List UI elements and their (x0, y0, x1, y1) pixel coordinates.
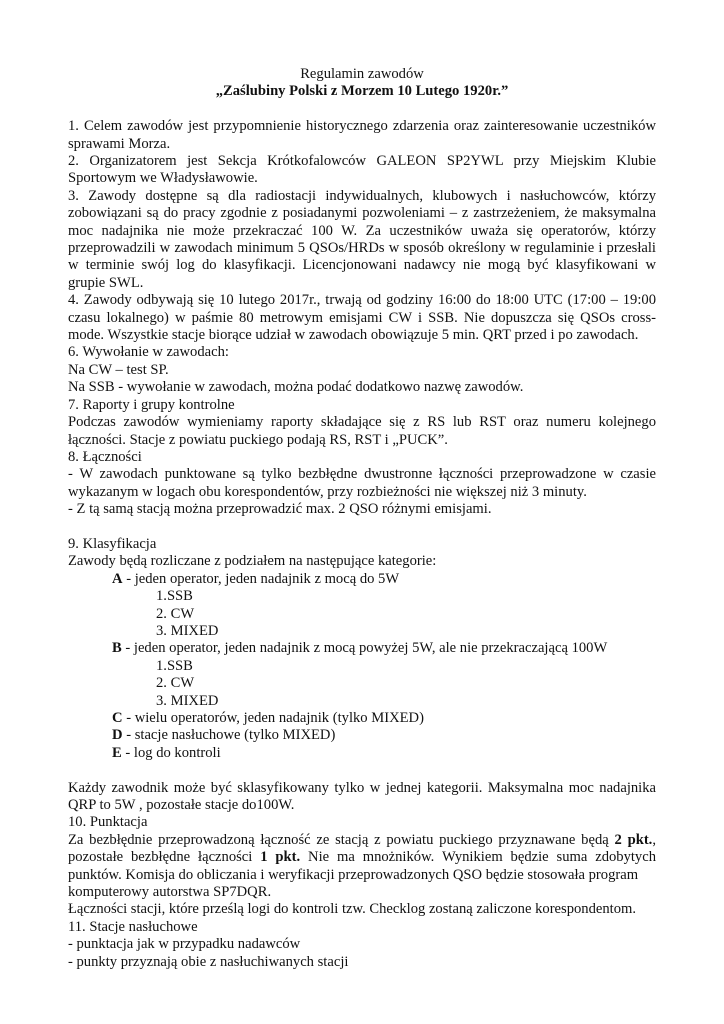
text-line: grupie SWL. (68, 274, 144, 291)
subcategory: 3. MIXED (156, 692, 219, 709)
text-line: mode. Wszystkie stacje biorące udział w zawodach obowiązuje 5 min. QRT przed i po zawodach. (68, 327, 639, 344)
category-d (68, 727, 656, 744)
section-heading: 11. Stacje nasłuchowe (68, 918, 198, 935)
category-description: - wielu operatorów, jeden nadajnik (tylko MIXED) (122, 710, 424, 726)
section-heading: 10. Punktacja (68, 814, 148, 831)
text-line: 4. Zawody odbywają się 10 lutego 2017r., trwają od godziny 16:00 do 18:00 UTC (17:00 – 19:00 (68, 292, 656, 309)
points-value: 1 pkt. (260, 849, 301, 866)
text-line: - punktacja jak w przypadku nadawców (68, 936, 301, 953)
subcategory: 1.SSB (156, 588, 193, 605)
text-line: czasu lokalnego) w paśmie 80 metrowym emisjami CW i SSB. Nie dopuszcza się QSOs cross- (68, 309, 656, 326)
section-11 (68, 919, 656, 971)
subcategory: 2. CW (156, 605, 195, 622)
text-line: - Z tą samą stacją można przeprowadzić max. 2 QSO różnymi emisjami. (68, 501, 492, 518)
text-line: Na SSB - wywołanie w zawodach, można podać dodatkowo nazwę zawodów. (68, 379, 524, 396)
subcategory: 1.SSB (156, 657, 193, 674)
text-line: Każdy zawodnik może być sklasyfikowany tylko w jednej kategorii. Maksymalna moc nadajnika (68, 779, 656, 796)
category-letter: D (112, 727, 123, 744)
text-line (68, 849, 656, 866)
section-heading: 7. Raporty i grupy kontrolne (68, 396, 235, 413)
category-letter: C (112, 710, 123, 726)
text-line: wykazanym w logach obu korespondentów, przy rozbieżności nie większej niż 3 minuty. (68, 483, 587, 500)
text-line: Zawody będą rozliczane z podziałem na następujące kategorie: (68, 553, 437, 570)
category-letter: B (112, 640, 122, 657)
category-c (68, 710, 656, 727)
text-line: Sportowym we Władysławowie. (68, 170, 258, 187)
document-heading: Regulamin zawodów (300, 66, 424, 82)
category-note (68, 780, 656, 815)
section-2 (68, 153, 656, 188)
text-line: sprawami Morza. (68, 135, 171, 152)
text-line: moc nadajnika nie może przekraczać 100 W. Za uczestników uważa się operatorów, którzy (68, 222, 656, 239)
section-heading: 6. Wywołanie w zawodach: (68, 344, 229, 361)
section-4 (68, 292, 656, 344)
section-8 (68, 449, 656, 519)
text-line: Łączności stacji, które prześlą logi do kontroli tzw. Checklog zostaną zaliczone korespondentom. (68, 901, 637, 918)
category-description: - stacje nasłuchowe (tylko MIXED) (122, 727, 336, 744)
text-line: Podczas zawodów wymieniamy raporty składające się z RS lub RST oraz numeru kolejnego (68, 414, 656, 431)
category-b (68, 640, 656, 657)
text-line: punktów. Komisja do obliczania i weryfikacji przeprowadzonych QSO będzie stosowała program (68, 866, 639, 883)
text-line: zobowiązani są do pracy zgodnie z posiadanymi pozwoleniami – z zastrzeżeniem, że maksymalna (68, 205, 656, 222)
section-1 (68, 118, 656, 153)
section-10 (68, 814, 656, 918)
section-heading: 9. Klasyfikacja (68, 535, 157, 552)
text-line (68, 832, 656, 849)
document-title: „Zaślubiny Polski z Morzem 10 Lutego 1920r.” (215, 83, 509, 100)
text-line: QRP to 5W , pozostałe stacje do100W. (68, 797, 295, 814)
section-9 (68, 536, 656, 762)
points-value: 2 pkt. (614, 831, 653, 848)
text-line: - W zawodach punktowane są tylko bezbłędne dwustronne łączności przeprowadzone w czasie (68, 466, 656, 483)
spacer (68, 519, 656, 536)
text-run: pozostałe bezbłędne łączności (68, 849, 261, 866)
text-line: przeprowadzili w zawodach minimum 5 QSOs/HRDs w sposób określony w regulaminie i przesłali (68, 240, 656, 257)
text-run: Nie ma mnożników. Wynikiem będzie suma zdobytych (300, 849, 657, 866)
category-letter: E (112, 744, 122, 761)
spacer (68, 101, 656, 118)
category-a (68, 571, 656, 588)
text-line: łączności. Stacje z powiatu puckiego podają RS, RST i „PUCK”. (68, 431, 448, 448)
category-letter: A (112, 570, 123, 587)
text-line: 1. Celem zawodów jest przypomnienie historycznego zdarzenia oraz zainteresowanie uczestników (68, 118, 656, 135)
section-3 (68, 188, 656, 292)
category-description: - jeden operator, jeden nadajnik z mocą powyżej 5W, ale nie przekraczającą 100W (121, 640, 608, 657)
spacer (68, 762, 656, 779)
text-line: Na CW – test SP. (68, 361, 169, 378)
text-run: Za bezbłędnie przeprowadzoną łączność ze stacją z powiatu puckiego przyznawane będą (68, 831, 615, 848)
text-line: 2. Organizatorem jest Sekcja Krótkofalowców GALEON SP2YWL przy Miejskim Klubie (68, 153, 656, 170)
section-7 (68, 397, 656, 449)
subcategory: 3. MIXED (156, 622, 219, 639)
document-page (68, 66, 656, 971)
category-e (68, 745, 656, 762)
text-line: w terminie swój log do klasyfikacji. Licencjonowani nadawcy nie mogą być klasyfikowani w (68, 257, 656, 274)
text-line: komputerowy autorstwa SP7DQR. (68, 884, 272, 901)
text-line: 3. Zawody dostępne są dla radiostacji indywidualnych, klubowych i nasłuchowców, którzy (68, 187, 656, 204)
text-run: , (652, 831, 656, 848)
category-description: - log do kontroli (121, 744, 221, 761)
category-description: - jeden operator, jeden nadajnik z mocą do 5W (122, 570, 400, 587)
subcategory: 2. CW (156, 675, 195, 692)
section-6 (68, 344, 656, 396)
section-heading: 8. Łączności (68, 448, 142, 465)
text-line: - punkty przyznają obie z nasłuchiwanych stacji (68, 953, 349, 970)
